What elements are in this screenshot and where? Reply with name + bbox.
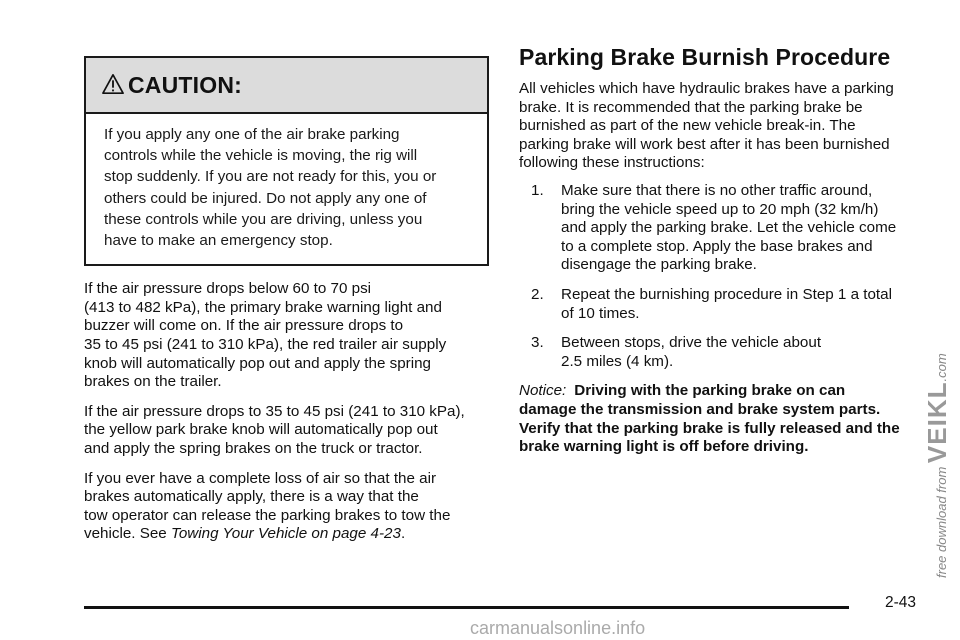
notice-text: Verify that the parking brake is fully released and the (519, 419, 900, 437)
left-paragraphs (84, 280, 490, 544)
procedure-step (531, 286, 927, 323)
notice-text: brake warning light is off before driving. (519, 438, 809, 456)
warning-triangle-icon (102, 73, 124, 95)
step-line: disengage the parking brake. (561, 256, 757, 274)
notice-line (519, 420, 927, 439)
procedure-steps (519, 182, 927, 371)
watermark-brand: VEIKL (922, 381, 952, 464)
page-number: 2-43 (885, 594, 917, 611)
step-line: Make sure that there is no other traffic around, (561, 181, 873, 199)
paragraph-line: 35 to 45 psi (241 to 310 kPa), the red trailer air supply (84, 336, 447, 353)
paragraph-line: the yellow park brake knob will automatically pop out (84, 421, 438, 439)
caution-line: have to make an emergency stop. (104, 232, 333, 250)
paragraph-line: knob will automatically pop out and apply the spring (84, 354, 431, 372)
step-line: bring the vehicle speed up to 20 mph (32 km/h) (561, 200, 879, 218)
bottom-watermark-link[interactable]: carmanualsonline.info (470, 618, 646, 638)
step-line: Between stops, drive the vehicle about (561, 334, 822, 352)
procedure-step (531, 182, 927, 275)
paragraph-line: If the air pressure drops below 60 to 70 psi (84, 280, 372, 298)
caution-line: stop suddenly. If you are not ready for this, you or (104, 168, 437, 186)
section-intro (519, 80, 927, 173)
footer-rule (84, 606, 849, 609)
left-column (84, 56, 490, 555)
right-column (519, 44, 927, 457)
intro-line: brake. It is recommended that the parking brake be (519, 98, 863, 116)
paragraph-line: If the air pressure drops to 35 to 45 psi (241 to 310 kPa), (84, 402, 465, 420)
notice-line (519, 401, 927, 420)
step-number: 1. (531, 181, 544, 199)
caution-header (86, 58, 487, 114)
notice-text: damage the transmission and brake system parts. (519, 400, 881, 418)
notice-line (519, 382, 927, 401)
caution-box (84, 56, 489, 266)
intro-line: parking brake will work best after it has been burnished (519, 135, 890, 153)
step-number: 3. (531, 334, 544, 352)
paragraph-line: brakes on the trailer. (84, 373, 222, 391)
step-line: 2.5 miles (4 km). (561, 352, 674, 370)
intro-line: All vehicles which have hydraulic brakes have a parking (519, 80, 894, 97)
step-line: and apply the parking brake. Let the vehicle come (561, 219, 897, 237)
paragraph-line: buzzer will come on. If the air pressure drops to (84, 317, 404, 335)
intro-line: burnished as part of the new vehicle break-in. The (519, 117, 856, 135)
watermark (922, 353, 953, 578)
left-paragraph (84, 280, 490, 392)
left-paragraph (84, 403, 490, 459)
caution-title: CAUTION: (128, 71, 243, 98)
paragraph-line: tow operator can release the parking brakes to tow the (84, 506, 451, 524)
paragraph-line: brakes automatically apply, there is a way that the (84, 488, 419, 506)
paragraph-line (84, 525, 490, 544)
caution-line: controls while the vehicle is moving, the rig will (104, 147, 418, 165)
paragraph-line: (413 to 482 kPa), the primary brake warning light and (84, 298, 442, 316)
watermark-suffix: .com (934, 353, 949, 382)
caution-line: others could be injured. Do not apply any one of (104, 189, 427, 207)
paragraph-line: and apply the spring brakes on the truck or tractor. (84, 439, 423, 457)
step-number: 2. (531, 285, 544, 303)
notice (519, 382, 927, 456)
caution-body (86, 114, 487, 264)
notice-label: Notice: (519, 382, 567, 400)
paragraph-line: If you ever have a complete loss of air so that the air (84, 469, 437, 487)
step-line: Repeat the burnishing procedure in Step 1 a total (561, 285, 892, 303)
notice-line (519, 438, 927, 457)
caution-line: these controls while you are driving, unless you (104, 210, 423, 228)
procedure-step (531, 334, 927, 371)
left-paragraph (84, 470, 490, 544)
caution-line: If you apply any one of the air brake parking (104, 126, 400, 143)
step-line: of 10 times. (561, 304, 640, 322)
notice-text: Driving with the parking brake on can (574, 382, 846, 400)
intro-line: following these instructions: (519, 154, 705, 172)
step-line: to a complete stop. Apply the base brakes and (561, 237, 873, 255)
watermark-prefix: free download from (934, 466, 949, 578)
paragraph-text: . (400, 525, 406, 543)
paragraph-text: vehicle. See (84, 525, 171, 543)
section-title: Parking Brake Burnish Procedure (519, 44, 891, 70)
cross-reference-link[interactable]: Towing Your Vehicle on page 4-23 (170, 525, 401, 543)
